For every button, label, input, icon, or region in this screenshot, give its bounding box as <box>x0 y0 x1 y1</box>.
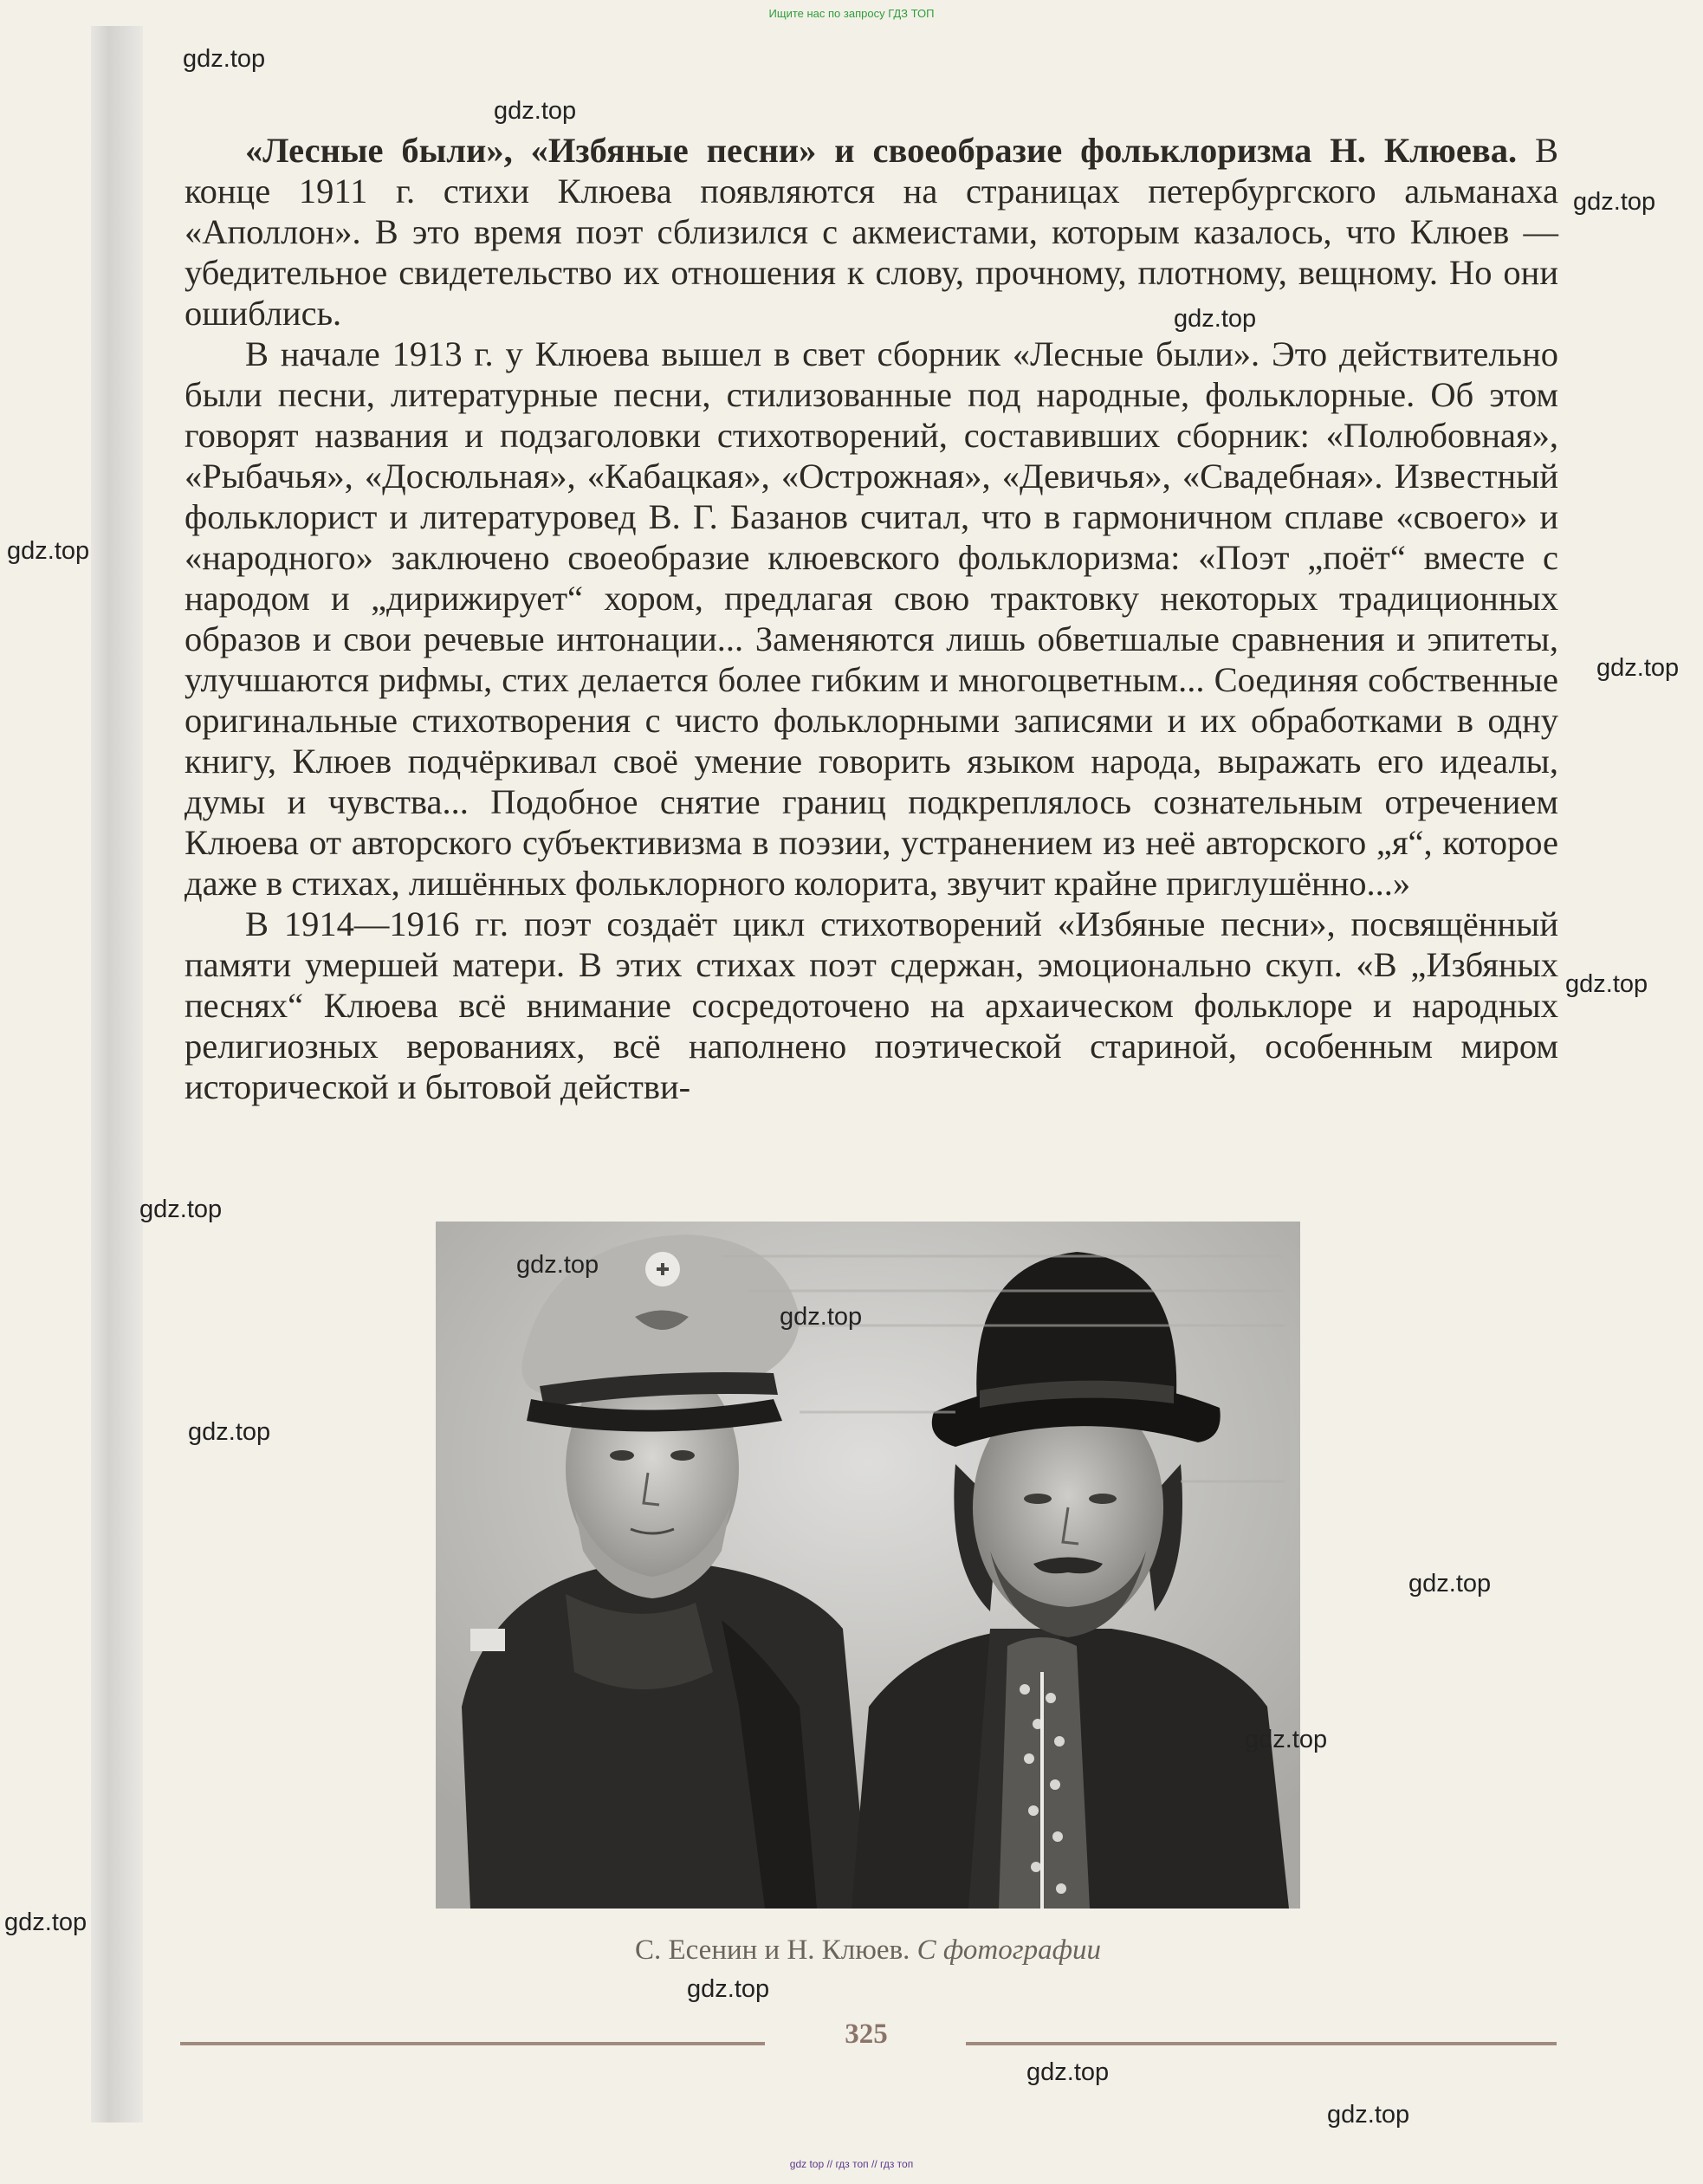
watermark: gdz.top <box>1327 2101 1410 2129</box>
watermark: gdz.top <box>780 1303 863 1331</box>
watermark: gdz.top <box>4 1909 87 1936</box>
watermark: gdz.top <box>1245 1726 1328 1753</box>
paragraph-2: В начале 1913 г. у Клюева вышел в свет сборник «Лесные были». Это действительно были песни, литературные песни, стилизованные под народные, фольклорные. Об этом говорят названия и подзаголовки стихотворений, составивших сборник: «Полюбовная», «Рыбачья», «Досюльная», «Кабацкая», «Острожная», «Девичья», «Свадебная». Известный фольклорист и литературовед В. Г. Базанов считал, что в гармоничном сплаве «своего» и «народного» заключено своеобразие клюевского фольклоризма: «Поэт „поёт“ вместе с народом и „дирижирует“ хором, предлагая свою трактовку некоторых традиционных образов и свои речевые интонации... Заменяются лишь обветшалые сравнения и эпитеты, улучшаются рифмы, стих делается более гибким и многоцветным... Соединяя собственные оригинальные стихотворения с чисто фольклорными записями и их обработками в одну книгу, Клюев подчёркивал своё умение говорить языком народа, выражать его идеалы, думы и чувства... Подобное снятие границ подкреплялось сознательным отречением Клюева от авторского субъективизма в поэзии, устранением из неё авторского „я“, которое даже в стихах, лишённых фольклорного колорита, звучит крайне приглушённо...» <box>185 334 1558 903</box>
watermark: gdz.top <box>139 1196 223 1223</box>
watermark: gdz.top <box>1573 188 1656 216</box>
bottom-banner[interactable]: gdz top // гдз топ // гдз топ <box>789 2158 914 2170</box>
watermark: gdz.top <box>183 45 266 73</box>
footer-rule-left <box>180 2042 765 2045</box>
binding-shadow <box>91 26 143 2122</box>
watermark: gdz.top <box>687 1975 770 2003</box>
paragraph-1-text: В конце 1911 г. стихи Клюева появляются на страницах петербургского альманаха «Аполлон». В это время поэт сблизился с акмеистами, которым казалось, что Клюев — убедительное свидетельство их отношения к слову, прочному, плотному, вещному. Но они ошиблись. <box>185 131 1558 333</box>
watermark: gdz.top <box>494 97 577 125</box>
caption-main: С. Есенин и Н. Клюев. <box>634 1934 910 1966</box>
footer-rule-right <box>966 2042 1557 2045</box>
section-heading: «Лесные были», «Избяные песни» и своеобразие фольклоризма Н. Клюева. <box>245 131 1518 170</box>
paragraph-1 <box>185 130 1558 334</box>
caption-source: С фотографии <box>916 1934 1102 1966</box>
photo-caption <box>436 1934 1300 1967</box>
article-text <box>185 130 1558 1107</box>
watermark: gdz.top <box>1408 1570 1492 1597</box>
watermark: gdz.top <box>1026 2058 1110 2086</box>
paragraph-3: В 1914—1916 гг. поэт создаёт цикл стихотворений «Избяные песни», посвящённый памяти умершей матери. В этих стихах поэт сдержан, эмоционально скуп. «В „Избяных песнях“ Клюева всё внимание сосредоточено на архаическом фольклоре и народных религиозных верованиях, всё наполнено поэтической стариной, особенным миром исторической и бытовой действи- <box>185 904 1558 1106</box>
top-banner[interactable]: Ищите нас по запросу ГДЗ ТОП <box>768 7 935 20</box>
photo-illustration <box>436 1222 1300 1909</box>
page-number: 325 <box>845 2019 888 2050</box>
watermark: gdz.top <box>1565 970 1648 998</box>
portrait-photo <box>436 1222 1300 1909</box>
watermark: gdz.top <box>516 1251 599 1279</box>
watermark: gdz.top <box>188 1418 271 1446</box>
watermark: gdz.top <box>7 537 90 565</box>
watermark: gdz.top <box>1596 654 1680 682</box>
watermark: gdz.top <box>1174 305 1257 333</box>
